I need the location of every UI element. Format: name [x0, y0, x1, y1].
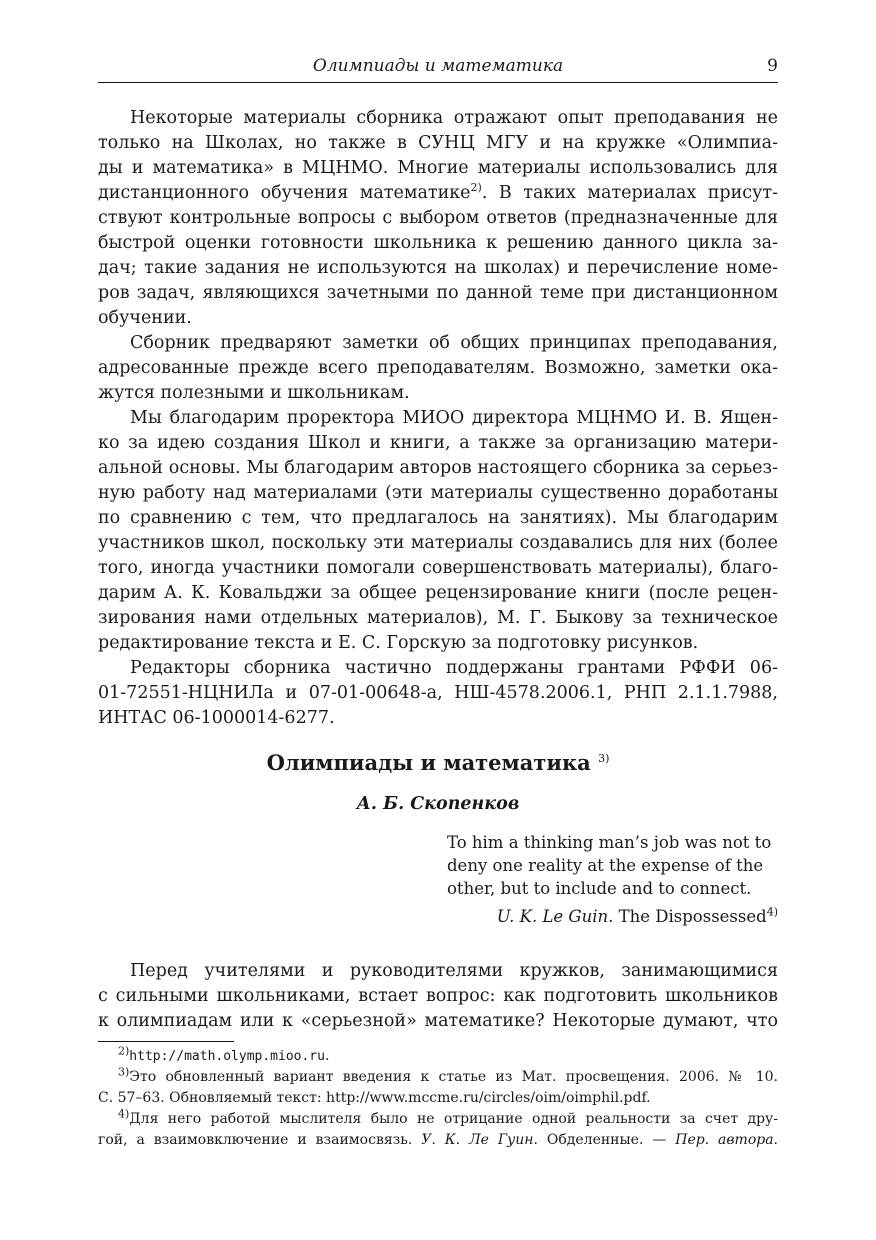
text-line: Сборник предваряют заметки об общих принципах преподавания, — [130, 333, 778, 353]
fn-mark: 3) — [118, 1065, 130, 1079]
text-line: жутся полезными и школьникам. — [98, 383, 410, 403]
epigraph-line: deny one reality at the expense of the — [447, 856, 764, 875]
footnote-ref[interactable]: 3) — [598, 752, 610, 765]
text-line: ствуют контрольные вопросы с выбором ответов (предназначенные для — [98, 208, 778, 228]
text: Пер. автора. — [675, 1132, 779, 1148]
text-line: к олимпиадам или к «серьезной» математике? Некоторые думают, что — [98, 1011, 778, 1031]
heading-text: Олимпиады и математика — [266, 750, 591, 775]
text-line: ды и математика» в МЦНМО. Многие материалы использовались для — [98, 158, 778, 178]
text-line: ИНТАС 06-1000014-6277. — [98, 708, 335, 728]
text: . В таких материалах присут- — [481, 183, 778, 203]
text-line: Редакторы сборника частично поддержаны грантами РФФИ 06- — [130, 658, 778, 678]
epigraph — [447, 831, 778, 926]
text: гой, а взаимовключение и взаимосвязь. — [98, 1132, 413, 1148]
text: дистанционного обучения математике — [98, 183, 471, 203]
text-line: дач; такие задания не используются на школах) и перечисление номе- — [98, 258, 778, 278]
text-line: ную работу над материалами (эти материалы существенно доработаны — [98, 483, 778, 503]
fn-mark: 2) — [118, 1044, 130, 1058]
author: А. Б. Скопенков — [356, 794, 520, 814]
attr-work: The Dispossessed — [618, 907, 767, 926]
footnote-2: $^{2)}$http://math.olymp.mioo.ru. — [118, 1044, 330, 1064]
epigraph-line: To him a thinking man’s job was not to — [447, 833, 772, 852]
text-line: того, иногда участники помогали совершенствовать материалы), благо- — [98, 558, 778, 578]
text-line: по сравнению с тем, что предлагалось на занятиях). Мы благодарим — [98, 508, 778, 528]
text-line: участников школ, поскольку эти материалы создавались для них (более — [98, 533, 778, 553]
text-line: с сильными школьниками, встает вопрос: как подготовить школьников — [98, 986, 778, 1006]
text-line: зирования нами отдельных материалов), М. Г. Быкову за техническое — [98, 608, 778, 628]
footnote-link[interactable]: http://math.olymp.mioo.ru — [129, 1049, 325, 1064]
text: Для него работой мыслителя было не отрицание одной реальности за счет дру- — [129, 1111, 778, 1127]
running-header — [98, 56, 778, 83]
footnote-ref[interactable]: 2) — [470, 181, 482, 195]
text-line: Мы благодарим проректора МИОО директора МЦНМО И. В. Ящен- — [130, 408, 778, 428]
text: У. К. Ле Гуин. — [421, 1132, 538, 1148]
epigraph-attribution — [447, 907, 778, 926]
attr-author: U. K. Le Guin. — [496, 907, 614, 926]
footnote-4 — [98, 1109, 778, 1130]
body-text-2 — [98, 959, 778, 1034]
text: Это обновленный вариант введения к статье из Мат. просвещения. 2006. № 10. — [129, 1069, 778, 1085]
text-line: дарим А. К. Ковальджи за общее рецензирование книги (после рецен- — [98, 583, 778, 603]
text-line: альной основы. Мы благодарим авторов настоящего сборника за серьез- — [98, 458, 778, 478]
text-line: ров задач, являющихся зачетными по данной теме при дистанционном — [98, 283, 778, 303]
footnote-rule — [98, 1041, 234, 1042]
footnotes — [98, 1046, 778, 1151]
footnote-3 — [98, 1067, 778, 1088]
text: Обделенные. — — [546, 1132, 667, 1148]
epigraph-line: other, but to include and to connect. — [447, 879, 752, 898]
section-heading — [98, 750, 778, 775]
page-number: 9 — [767, 56, 778, 76]
text-line: обучении. — [98, 308, 192, 328]
text-line: редактирование текста и Е. С. Горскую за подготовку рисунков. — [98, 633, 699, 653]
fn-mark: 4) — [118, 1107, 130, 1121]
text-line: только на Школах, но также в СУНЦ МГУ и на кружке «Олимпиа- — [98, 133, 778, 153]
text-line: 01-72551-НЦНИЛа и 07-01-00648-а, НШ-4578.2006.1, РНП 2.1.1.7988, — [98, 683, 778, 703]
text-line: ко за идею создания Школ и книги, а также за организацию матери- — [98, 433, 778, 453]
text-line: Некоторые материалы сборника отражают опыт преподавания не — [130, 108, 778, 128]
footnote-ref[interactable]: 4) — [766, 905, 778, 919]
body-text — [98, 106, 778, 731]
running-title: Олимпиады и математика — [312, 56, 564, 76]
footnote-4-cont — [98, 1130, 778, 1151]
text-line: адресованные прежде всего преподавателям. Возможно, заметки ока- — [98, 358, 778, 378]
text-line — [98, 181, 778, 206]
footnote-3-cont: С. 57–63. Обновляемый текст: http://www.mccme.ru/circles/oim/oimphil.pdf. — [98, 1090, 651, 1106]
text-line: быстрой оценки готовности школьника к решению данного цикла за- — [98, 233, 778, 253]
text-line: Перед учителями и руководителями кружков, занимающимися — [130, 961, 778, 981]
